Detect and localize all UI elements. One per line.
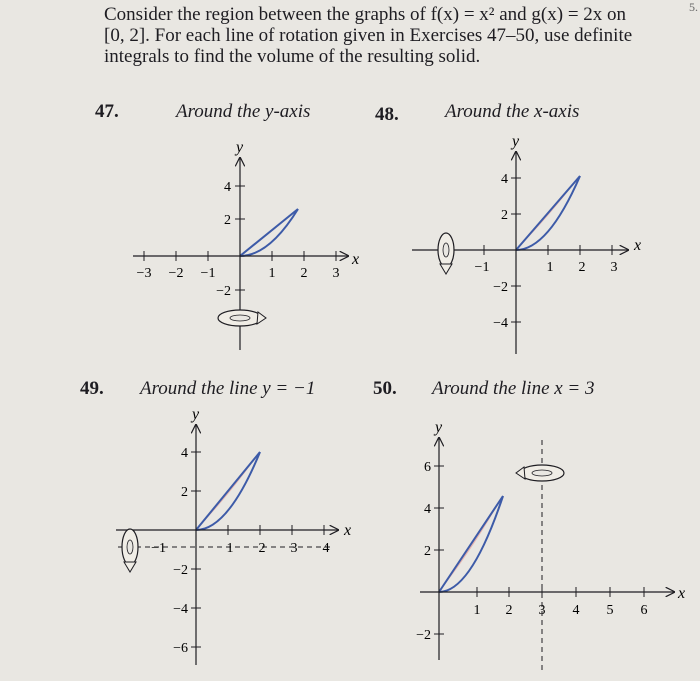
graph-49-tick-y-neg1: −1 [151,541,166,556]
graph-48-tick-x-1: 1 [546,260,554,275]
graph-48-y-label: y [512,133,520,150]
page-edge-mark: 5. [689,0,698,14]
graph-47-rotation-arrow-icon [218,310,266,326]
graph-49-y-label: y [192,406,200,423]
graph-48-tick-y-4: 4 [501,172,508,187]
graph-50-rotation-arrow-icon [516,465,564,481]
exercise-48-caption: Around the x-axis [445,101,580,122]
graph-47-y-label: y [236,139,244,156]
graph-49-tick-x-1: 1 [226,541,234,556]
graph-48-rotation-arrow-icon [438,233,454,274]
graph-47-tick-x-1: 1 [268,266,276,281]
exercise-47-caption: Around the y-axis [176,101,311,122]
graph-50-y-label: y [435,419,443,436]
graph-47-tick-x-2: 2 [300,266,308,281]
graph-48-plot [412,133,641,354]
graph-48-tick-y-neg4: −4 [493,316,508,331]
problem-intro: Consider the region between the graphs of f(x) = x² and g(x) = 2x on [0, 2]. For each line of rotation given in Exercises 47–50, use definite integrals to find the volume of the resulting solid. [104,4,633,67]
graph-48-x-label: x [634,237,642,254]
graph-50-tick-x-2: 2 [505,603,513,618]
graph-49-x-label: x [344,522,352,539]
graph-50-line [439,496,503,592]
graph-47-x-label: x [352,251,360,268]
graph-49-tick-y-neg6: −6 [173,641,188,656]
graph-47-tick-x-neg1: −1 [200,266,216,281]
exercise-48-number: 48. [375,104,399,125]
graph-49-rotation-arrow-icon [122,529,138,572]
graph-50-tick-y-4: 4 [424,502,431,517]
exercise-47-number: 47. [95,101,119,122]
graph-50-tick-y-2: 2 [424,544,431,559]
graph-50-tick-x-3: 3 [538,603,546,618]
graph-50-tick-x-6: 6 [640,603,648,618]
graph-49-line [196,452,260,530]
graph-50-tick-x-5: 5 [606,603,614,618]
graph-49-tick-x-4: 4 [322,541,330,556]
graph-50-tick-x-1: 1 [473,603,481,618]
graph-49-tick-y-neg2: −2 [173,563,188,578]
graph-50-tick-x-4: 4 [572,603,580,618]
graph-47-tick-x-3: 3 [332,266,340,281]
graph-47-tick-x-neg2: −2 [168,266,184,281]
graph-50-tick-y-neg2: −2 [416,628,431,643]
graph-49-tick-x-2: 2 [258,541,266,556]
exercise-50-caption: Around the line x = 3 [432,378,595,399]
graph-49-tick-y-neg4: −4 [173,602,188,617]
graph-47-line [240,209,298,256]
graph-47-tick-x-neg3: −3 [136,266,152,281]
graph-47-plot [133,139,359,350]
graph-49-tick-y-4: 4 [181,446,188,461]
graph-48-tick-y-2: 2 [501,208,508,223]
graph-49-tick-x-3: 3 [290,541,298,556]
exercise-49-caption: Around the line y = −1 [140,378,316,399]
graph-50-tick-y-6: 6 [424,460,431,475]
graph-48-tick-x-2: 2 [578,260,586,275]
graph-47-tick-y-neg2: −2 [216,284,231,299]
graph-47-tick-y-2: 2 [224,213,231,228]
graph-50-plot [416,419,685,672]
exercise-50-number: 50. [373,378,397,399]
graph-48-tick-x-neg1: −1 [474,260,490,275]
graph-50-x-label: x [678,585,686,602]
graph-49-tick-y-2: 2 [181,485,188,500]
graph-48-tick-x-3: 3 [610,260,618,275]
graph-48-line [516,176,580,250]
exercise-49-number: 49. [80,378,104,399]
graph-49-plot [116,406,351,665]
graph-47-tick-y-4: 4 [224,180,231,195]
graph-48-tick-y-neg2: −2 [493,280,508,295]
